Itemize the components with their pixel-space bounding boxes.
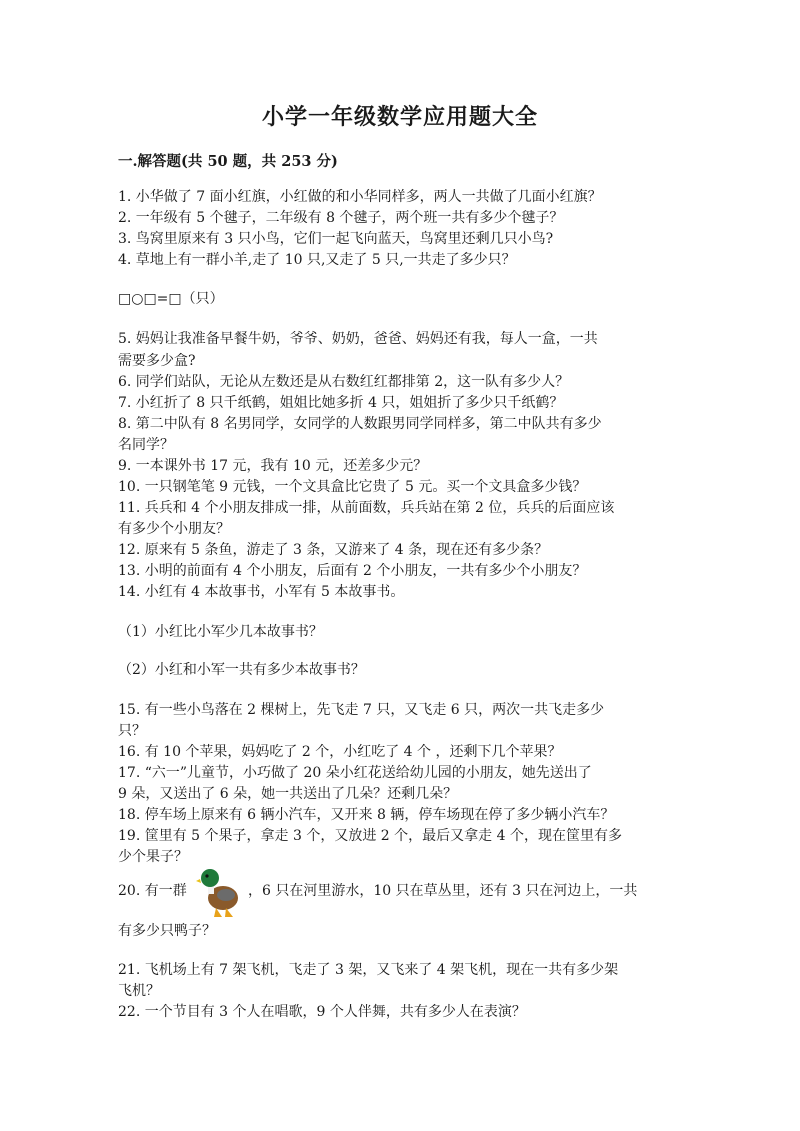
question-line: 14. 小红有 4 本故事书，小军有 5 本故事书。 bbox=[118, 584, 405, 600]
question-line: 15. 有一些小鸟落在 2 棵树上，先飞走 7 只，又飞走 6 只，两次一共飞走多少 bbox=[118, 702, 605, 718]
question-line: 2. 一年级有 5 个毽子，二年级有 8 个毽子，两个班一共有多少个毽子？ bbox=[118, 210, 564, 226]
question-line: 21. 飞机场上有 7 架飞机，飞走了 3 架，又飞来了 4 架飞机，现在一共有多少架 bbox=[118, 962, 619, 978]
question-line: 16. 有 10 个苹果，妈妈吃了 2 个，小红吃了 4 个 ，还剩下几个苹果？ bbox=[118, 744, 562, 760]
question-line: 17. “六一”儿童节，小巧做了 20 朵小红花送给幼儿园的小朋友，她先送出了 bbox=[118, 765, 592, 781]
duck-illustration bbox=[196, 864, 242, 920]
question-line: ，6 只在河里游水，10 只在草丛里，还有 3 只在河边上，一共 bbox=[248, 883, 638, 899]
question-line: 有多少个小朋友？ bbox=[118, 521, 230, 537]
question-line: 5. 妈妈让我准备早餐牛奶，爷爷、奶奶，爸爸、妈妈还有我，每人一盒，一共 bbox=[118, 331, 598, 347]
question-line: 飞机？ bbox=[118, 983, 160, 999]
section-heading: 一.解答题(共 50 题，共 253 分) bbox=[118, 153, 338, 170]
sub-question: （1）小红比小军少几本故事书？ bbox=[118, 624, 323, 640]
question-line: 名同学？ bbox=[118, 437, 174, 453]
question-line: 11. 兵兵和 4 个小朋友排成一排，从前面数，兵兵站在第 2 位，兵兵的后面应该 bbox=[118, 500, 615, 516]
question-line: 6. 同学们站队，无论从左数还是从右数红红都排第 2，这一队有多少人？ bbox=[118, 374, 570, 390]
question-line: 1. 小华做了 7 面小红旗，小红做的和小华同样多，两人一共做了几面小红旗？ bbox=[118, 189, 602, 205]
question-line: 19. 筐里有 5 个果子，拿走 3 个，又放进 2 个，最后又拿走 4 个，现在筐里有多 bbox=[118, 828, 622, 844]
question-line: 7. 小红折了 8 只千纸鹤，姐姐比她多折 4 只，姐姐折了多少只千纸鹤？ bbox=[118, 395, 564, 411]
question-line: 少个果子？ bbox=[118, 849, 188, 865]
page-title: 小学一年级数学应用题大全 bbox=[261, 104, 538, 130]
sub-question: （2）小红和小军一共有多少本故事书？ bbox=[118, 662, 365, 678]
question-line: 4. 草地上有一群小羊,走了 10 只,又走了 5 只,一共走了多少只？ bbox=[118, 252, 516, 268]
question-line: 只？ bbox=[118, 723, 146, 739]
question-line: 12. 原来有 5 条鱼，游走了 3 条，又游来了 4 条，现在还有多少条？ bbox=[118, 542, 549, 558]
question-line: 20. 有一群 bbox=[118, 883, 187, 899]
question-line: 需要多少盒? bbox=[118, 353, 196, 369]
question-line: 10. 一只钢笔笔 9 元钱，一个文具盒比它贵了 5 元。买一个文具盒多少钱？ bbox=[118, 479, 587, 495]
question-line: 9 朵，又送出了 6 朵，她一共送出了几朵？还剩几朵？ bbox=[118, 786, 458, 802]
question-line: 13. 小明的前面有 4 个小朋友，后面有 2 个小朋友，一共有多少个小朋友？ bbox=[118, 563, 587, 579]
answer-template: □○□=□（只） bbox=[118, 291, 224, 307]
question-line: 22. 一个节目有 3 个人在唱歌，9 个人伴舞，共有多少人在表演？ bbox=[118, 1004, 526, 1020]
question-line: 3. 鸟窝里原来有 3 只小鸟，它们一起飞向蓝天，鸟窝里还剩几只小鸟? bbox=[118, 231, 554, 247]
question-line: 有多少只鸭子？ bbox=[118, 923, 216, 939]
question-line: 9. 一本课外书 17 元，我有 10 元，还差多少元？ bbox=[118, 458, 428, 474]
question-line: 18. 停车场上原来有 6 辆小汽车，又开来 8 辆，停车场现在停了多少辆小汽车？ bbox=[118, 807, 615, 823]
question-line: 8. 第二中队有 8 名男同学，女同学的人数跟男同学同样多，第二中队共有多少 bbox=[118, 416, 602, 432]
